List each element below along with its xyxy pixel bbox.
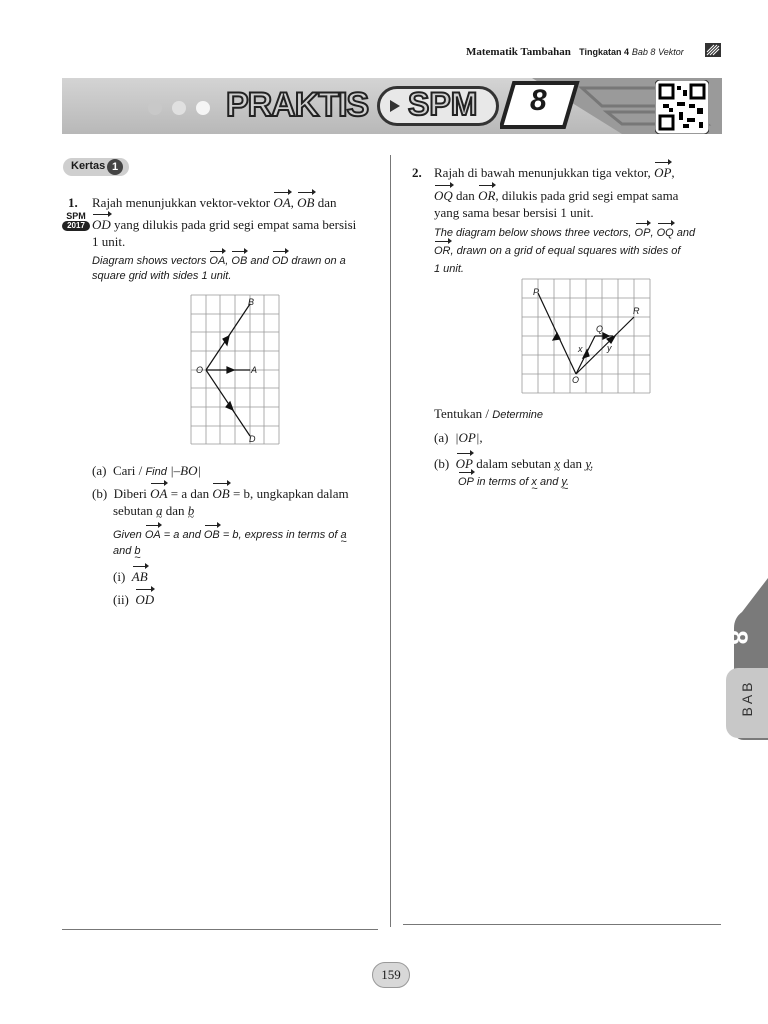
symbol-y: y. ~ [585,455,593,472]
q1-b-en-1: Given [113,529,142,541]
footer-rule-right [403,924,721,925]
spm-year: 2017 [62,221,90,231]
q1-label-o: O [196,365,204,375]
q2-text-en-2: drawn on a grid of equal squares with sides of [456,245,681,257]
page-number: 159 [372,962,410,988]
q2-label-p: P [533,287,540,297]
q1-text-ms-1: Rajah menunjukkan vektor-vektor [92,195,271,210]
vector-or-en: OR [434,245,451,257]
banner-title: PRAKTIS [226,86,369,124]
q1-text-en-line1: Diagram shows vectors OA, OB and OD drawn on a [92,255,346,267]
q2-vector-grid [521,278,653,398]
q2-and: and [676,227,696,239]
q1-label-d: D [249,434,256,444]
q1-and-b: and [182,529,201,541]
q2-number: 2. [412,165,422,180]
q1-a-expr: |–BO| [170,463,202,478]
q2-b-dan: dan [563,456,583,471]
subject-title: Matematik Tambahan [466,46,571,58]
q2-part-b [434,455,594,472]
q2-label-x: x [578,344,583,354]
q2-b-ms: dalam sebutan [476,456,551,471]
symbol-x-en: x ~ [531,474,537,490]
q1-text-ms-line2 [92,216,382,233]
q1-part-a [92,462,201,481]
q1-text-en-2: drawn on a [291,255,346,267]
q2-label-o: O [572,375,580,385]
spm-label: SPM [408,86,478,122]
vector-oa-en: OA [209,255,226,267]
q2-text-en-1: The diagram below shows three vectors, [434,227,632,239]
q1-text-ms-line1: Rajah menunjukkan vektor-vektor OA, OB dan [92,195,337,210]
vector-ob: OB [297,195,315,210]
spm-tag: SPM [66,211,86,221]
q2-text-en-line1: The diagram below shows three vectors, OP, OQ and [434,227,696,239]
q2-text-ms-1: Rajah di bawah menunjukkan tiga vektor, [434,165,651,180]
spm-year-tag [62,212,90,231]
form-label: Tingkatan 4 [579,47,630,57]
q2-determine-en: Determine [492,409,544,421]
q1-i-label: (i) [113,569,126,584]
q1-part-b-line2 [113,502,194,519]
vector-ab: AB [131,569,148,584]
paper-badge [63,158,129,176]
q1-b-en-2: express in terms of [244,529,338,541]
vector-od-ii: OD [135,592,155,607]
q1-eq-a-en: = a [163,529,180,541]
vector-op-b: OP [455,456,474,471]
vector-ob-b: OB [212,486,230,501]
q1-b-ms-3: sebutan [113,503,153,518]
vector-oa-b: OA [150,486,168,501]
side-tab-number: 8 [723,630,754,645]
q1-ii-label: (ii) [113,592,129,607]
q2-a-expr: |OP|, [454,430,483,445]
q1-and-c: and [113,545,132,557]
q1-eq-b-en: = b, [222,529,242,541]
topic-label: Vektor [658,47,684,57]
q2-text-en-line2: OR, drawn on a grid of equal squares with sides of [434,245,681,257]
qr-code-icon[interactable] [655,80,709,134]
symbol-x: x ~ [554,455,560,472]
book-icon [704,42,722,58]
q2-text-en-3: 1 unit. [434,263,464,275]
vector-oq-en: OQ [656,227,674,239]
vector-oa: OA [273,195,291,210]
side-tab-label: BAB [739,679,755,717]
symbol-a: a ~ [156,502,163,519]
q2-text-ms-line1: Rajah di bawah menunjukkan tiga vektor, OP, [434,165,675,180]
q1-b-dan: dan [190,486,210,501]
q1-a-en: Find [145,466,167,478]
vector-op-b-en: OP [458,476,474,488]
vector-oa-en-b: OA [144,529,161,541]
paper-number: 1 [107,159,123,175]
q1-vector-grid [190,294,282,450]
q1-part-i [113,568,148,585]
vector-op-en: OP [634,227,651,239]
q2-label-y: y [607,343,612,353]
q1-part-b-en-line1 [113,527,383,543]
q1-and: and [250,255,269,267]
q1-b-ms-1: Diberi [113,486,147,501]
chapter-number: 8 [530,84,547,117]
running-header [466,46,684,58]
q1-text-ms-2: yang dilukis pada grid segi empat sama bersisi [114,217,357,232]
q2-part-b-en [458,474,569,490]
q1-b-dan-2: dan [165,503,185,518]
q1-label-a: A [251,365,258,375]
q1-part-b-en-line2 [113,543,141,559]
q1-a-ms: Cari / [112,463,143,478]
q2-determine [434,405,543,424]
paper-label: Kertas [71,160,106,172]
q1-b-label: (b) [92,486,108,501]
vector-ob-en-b: OB [203,529,220,541]
q2-determine-ms: Tentukan / [434,406,490,421]
q2-text-ms-2: dilukis pada grid segi empat sama [501,188,679,203]
footer-rule-left [62,929,378,930]
q1-eq-b: = b, [232,486,254,501]
column-divider [390,155,391,927]
q2-and-en: and [539,476,559,488]
q2-label-r: R [633,306,640,316]
q1-text-ms-3: 1 unit. [92,234,126,249]
symbol-b: b ~ [188,502,195,519]
symbol-b-en: b ~ [134,543,140,559]
q1-eq-a: = a [170,486,188,501]
q2-part-a [434,429,483,446]
q1-dan: dan [317,195,337,210]
vector-or: OR [478,188,496,203]
q1-part-b-line1 [92,485,382,502]
q2-text-ms-3: yang sama besar bersisi 1 unit. [434,205,594,220]
vector-op: OP [654,165,672,180]
q2-label-q: Q [596,324,604,334]
play-icon [388,98,402,114]
vector-od: OD [92,217,111,232]
q2-dan: dan [456,188,475,203]
q1-text-en-1: Diagram shows vectors [92,255,207,267]
chapter-label: Bab 8 [631,47,656,57]
symbol-a-en: a ~ [341,527,347,543]
q1-label-b: B [248,297,255,307]
q1-a-label: (a) [92,463,107,478]
q2-text-ms-line2: OQ dan OR, dilukis pada grid segi empat sama [434,188,679,203]
vector-od-en: OD [271,255,289,267]
vector-ob-en: OB [231,255,248,267]
q1-text-en-3: square grid with sides 1 unit. [92,270,232,282]
q1-part-ii [113,591,154,608]
q1-b-ms-2: ungkapkan dalam [256,486,349,501]
symbol-y-en: y. ~ [561,474,569,490]
q2-a-label: (a) [434,430,449,445]
q1-number: 1. [68,195,78,210]
vector-oq: OQ [434,188,453,203]
q2-b-en: in terms of [476,476,529,488]
q2-b-label: (b) [434,456,450,471]
